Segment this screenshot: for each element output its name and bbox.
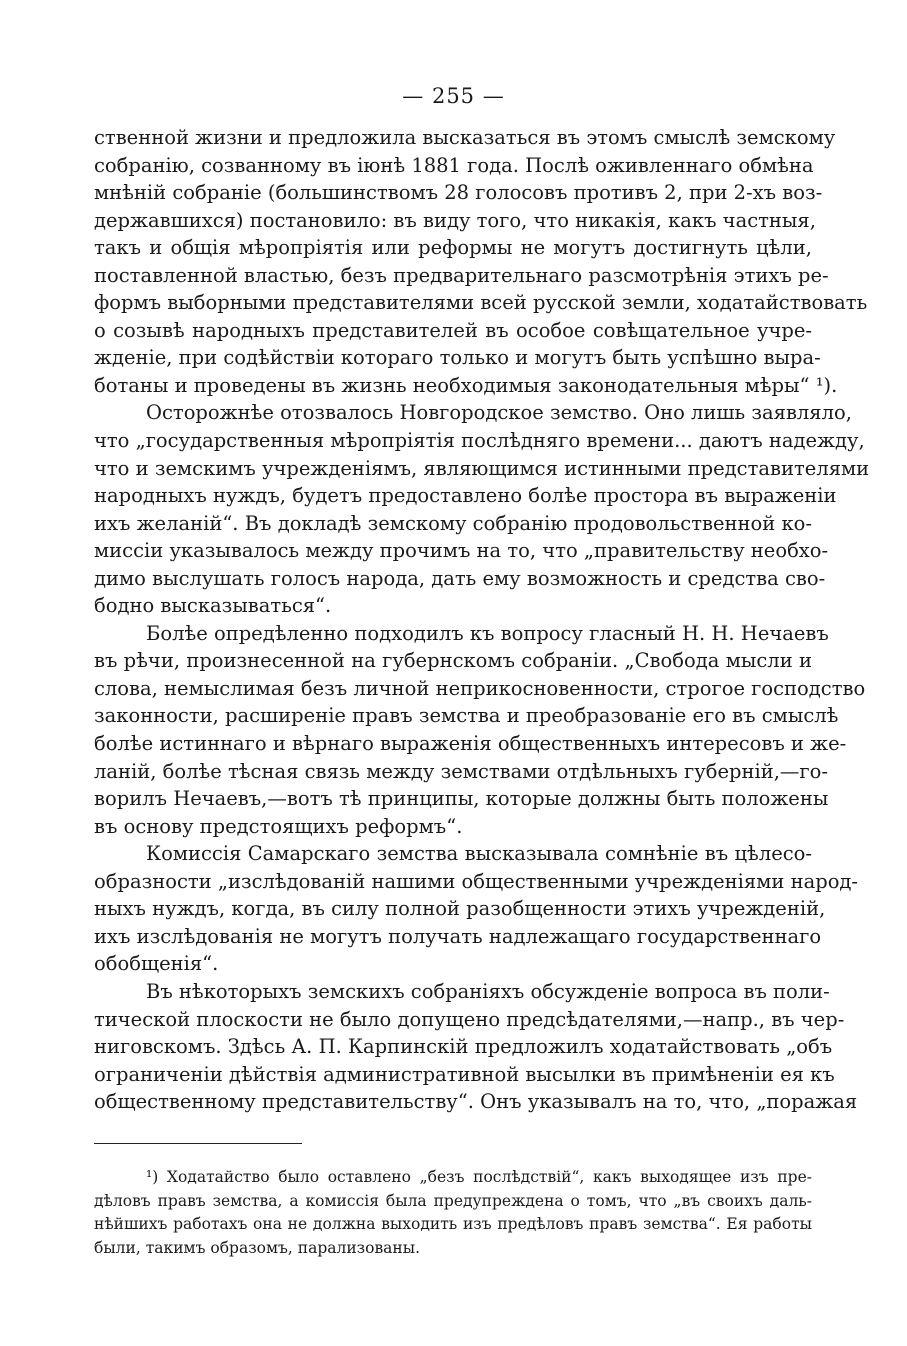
text-line: димо выслушать голосъ народа, дать ему возможность и средства сво- — [94, 566, 826, 590]
text-line: ботаны и проведены въ жизнь необходимыя законодательныя мѣры“ ¹). — [94, 373, 838, 397]
footnote-line: ¹) Ходатайство было оставлено „безъ послѣдствій“, какъ выходящее изъ пре- — [146, 1168, 812, 1186]
text-line: Осторожнѣе отозвалось Новгородское земство. Оно лишь заявляло, — [146, 401, 852, 425]
text-line: бодно высказываться“. — [94, 594, 332, 618]
text-line: Болѣе опредѣленно подходилъ къ вопросу гласный Н. Н. Нечаевъ — [146, 621, 829, 645]
text-line: тической плоскости не было допущено предсѣдателями,—напр., въ чер- — [94, 1007, 845, 1031]
text-line: болѣе истиннаго и вѣрнаго выраженія общественныхъ интересовъ и же- — [94, 732, 847, 756]
text-line: въ основу предстоящихъ реформъ“. — [94, 814, 463, 838]
text-line: законности, расширеніе правъ земства и преобразованіе его въ смыслѣ — [94, 704, 839, 728]
paragraph — [94, 620, 866, 840]
text-line: о созывѣ народныхъ представителей въ особое совѣщательное учре- — [94, 318, 812, 342]
text-line: ныхъ нуждъ, когда, въ силу полной разобщенности этихъ учрежденій, — [94, 897, 826, 921]
text-line: мнѣній собраніе (большинствомъ 28 голосовъ противъ 2, при 2-хъ воз- — [94, 181, 823, 205]
footnote-line: нѣйшихъ работахъ она не должна выходить изъ предѣловъ правъ земства“. Ея работы — [94, 1215, 812, 1233]
footnote-line: дѣловъ правъ земства, а комиссія была предупреждена о томъ, что „въ своихъ даль- — [94, 1191, 812, 1210]
text-line: ихъ желаній“. Въ докладѣ земскому собранію продовольственной ко- — [94, 511, 812, 535]
paragraph — [94, 399, 870, 619]
text-line: народныхъ нуждъ, будетъ предоставлено болѣе простора въ выраженіи — [94, 484, 837, 508]
text-line: жденіе, при содѣйствіи котораго только и могутъ быть успѣшно выра- — [94, 346, 821, 370]
text-line: собранію, созванному въ іюнѣ 1881 года. Послѣ оживленнаго обмѣна — [94, 153, 814, 177]
text-line: такъ и общія мѣропріятія или реформы не могутъ достигнуть цѣли, — [94, 236, 812, 260]
text-line: Комиссія Самарскаго земства высказывала сомнѣніе въ цѣлесо- — [146, 842, 812, 866]
text-line: поставленной властью, безъ предварительнаго разсмотрѣнія этихъ ре- — [94, 263, 829, 287]
text-line: что „государственныя мѣропріятія послѣдняго времени... даютъ надежду, — [94, 429, 865, 453]
text-line: миссіи указывалось между прочимъ на то, что „правительству необхо- — [94, 539, 829, 563]
text-line: слова, немыслимая безъ личной неприкосновенности, строгое господство — [94, 676, 866, 700]
body-text — [94, 124, 870, 1116]
text-line: ворилъ Нечаевъ,—вотъ тѣ принципы, которые должны быть положены — [94, 787, 829, 811]
text-line: общественному представительству“. Онъ указывалъ на то, что, „поражая — [94, 1090, 858, 1114]
text-line: что и земскимъ учрежденіямъ, являющимся истинными представителями — [94, 456, 870, 480]
text-line: ихъ изслѣдованія не могутъ получать надлежащаго государственнаго — [94, 924, 822, 948]
paragraph — [94, 978, 858, 1116]
text-line: обобщенія“. — [94, 952, 219, 976]
text-line: ниговскомъ. Здѣсь А. П. Карпинскій предложилъ ходатайствовать „объ — [94, 1035, 833, 1059]
paragraph — [94, 840, 859, 978]
text-line: ственной жизни и предложила высказаться въ этомъ смыслѣ земскому — [94, 126, 836, 149]
text-line: въ рѣчи, произнесенной на губернскомъ собраніи. „Свобода мысли и — [94, 649, 812, 673]
page-number: — 255 — — [402, 84, 505, 108]
footnote-divider — [94, 1143, 302, 1144]
footnote — [94, 1166, 812, 1260]
paragraph — [94, 124, 868, 399]
text-line: формъ выборными представителями всей русской земли, ходатайствовать — [94, 291, 868, 315]
footnote-line: были, такимъ образомъ, парализованы. — [94, 1238, 421, 1257]
text-line: ограниченіи дѣйствія административной высылки въ примѣненіи ея къ — [94, 1062, 835, 1086]
text-line: ланій, болѣе тѣсная связь между земствами отдѣльныхъ губерній,—го- — [94, 759, 828, 783]
text-line: державшихся) постановило: въ виду того, что никакія, какъ частныя, — [94, 208, 816, 232]
text-line: образности „изслѣдованій нашими общественными учрежденіями народ- — [94, 869, 859, 893]
text-line: Въ нѣкоторыхъ земскихъ собраніяхъ обсужденіе вопроса въ поли- — [146, 979, 830, 1003]
